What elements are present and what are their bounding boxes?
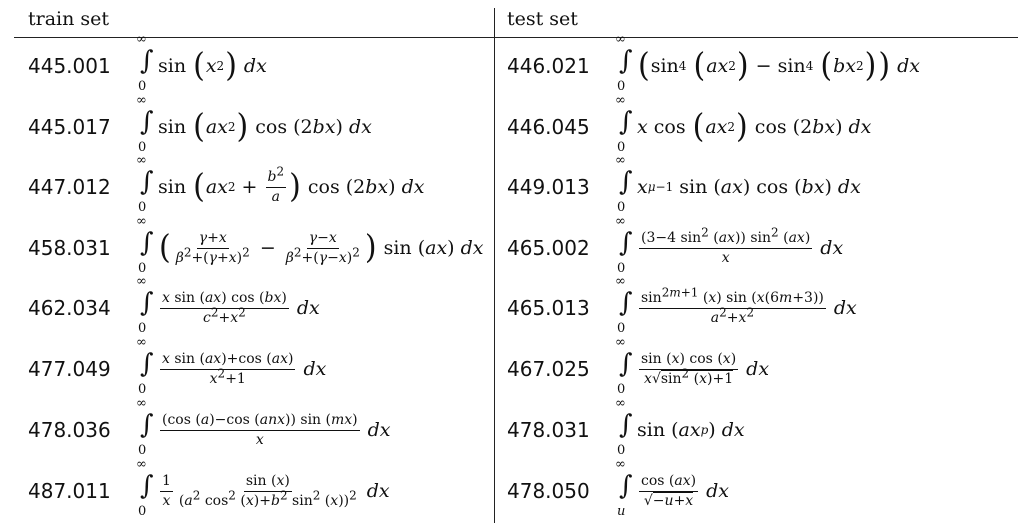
integral-sign: ∞ ∫ 0 <box>136 32 154 94</box>
integral-sign: ∞ ∫ 0 <box>615 274 633 336</box>
train-set-header: train set <box>28 8 110 30</box>
row-id: 446.021 <box>507 54 590 78</box>
integrand: $\frac{\sin^{2m+1} (x) \sin (x(6m+3))}{a^2+x^2}$ dx <box>641 285 857 326</box>
integrand: ( $\frac{\gamma+x}{\beta^2+(\gamma+x)^2}$ − $\frac{\gamma-x}{\beta^2+(\gamma-x)^2}$ ) sin ( ax ) dx <box>159 228 484 267</box>
row-id: 462.034 <box>28 296 111 320</box>
integral-sign: ∞ ∫ 0 <box>136 274 154 336</box>
row-id: 447.012 <box>28 175 111 199</box>
row-id: 458.031 <box>28 236 111 260</box>
train-row <box>28 214 484 278</box>
row-id: 478.031 <box>507 418 590 442</box>
integral-sign: ∞ ∫ 0 <box>615 396 633 458</box>
integrand: $\frac{1}{x}$ $\frac{\sin (x)}{(a^2 \cos^2 (x)+b^2 \sin^2 (x))^2}$ dx <box>162 473 390 509</box>
column-divider <box>494 8 495 523</box>
row-id: 478.050 <box>507 479 590 503</box>
integrand: sin ( ax 2 + $\frac{b^2}{a}$ ) cos (2 bx ) dx <box>158 164 425 206</box>
row-id: 465.002 <box>507 236 590 260</box>
integrand: $\frac{\text{x sin (ax)+cos (ax)}}{x^2+1}$ dx <box>162 351 327 387</box>
row-id: 467.025 <box>507 357 590 381</box>
row-id: 445.017 <box>28 115 111 139</box>
test-row <box>507 153 861 217</box>
row-id: 478.036 <box>28 418 111 442</box>
train-row <box>28 32 267 96</box>
row-id: 477.049 <box>28 357 111 381</box>
train-row <box>28 457 390 521</box>
test-row <box>507 396 745 460</box>
integral-sign: ∞ ∫ 0 <box>136 214 154 276</box>
integral-sign: ∞ ∫ u <box>615 457 633 519</box>
row-id: 446.045 <box>507 115 590 139</box>
test-set-header: test set <box>507 8 578 30</box>
train-row <box>28 396 391 460</box>
integral-sign: ∞ ∫ 0 <box>615 214 633 276</box>
train-row <box>28 335 327 399</box>
integral-sign: ∞ ∫ 0 <box>615 93 633 155</box>
integral-sign: ∞ ∫ 0 <box>615 32 633 94</box>
integrand: x cos ( ax 2 ) cos (2 bx ) dx <box>637 107 872 146</box>
test-row <box>507 214 844 278</box>
integrand: sin ( ax p ) dx <box>637 419 745 441</box>
integrand: ( sin 4 ( ax 2 ) − sin 4 ( bx 2 ) ) dx <box>638 46 920 85</box>
test-row <box>507 457 729 521</box>
integrand: $\frac{\text{x sin (ax) cos (bx)}}{c^2+x^2}$ dx <box>162 290 320 326</box>
test-row <box>507 335 770 399</box>
integrand: $\frac{\sin (x) \cos (x)}{x√\sin^2 (x)+1}$ dx <box>641 351 770 387</box>
integral-sign: ∞ ∫ 0 <box>615 335 633 397</box>
row-id: 449.013 <box>507 175 590 199</box>
train-row <box>28 93 372 157</box>
test-row <box>507 274 857 338</box>
row-id: 445.001 <box>28 54 111 78</box>
integrand: sin ( ax 2 ) cos (2 bx ) dx <box>158 107 372 146</box>
integral-sign: ∞ ∫ 0 <box>136 153 154 215</box>
train-row <box>28 274 320 338</box>
row-id: 465.013 <box>507 296 590 320</box>
integrand: $\frac{\cos (ax)}{√-u+x}$ dx <box>641 473 729 509</box>
integrand: x μ−1 sin ( ax ) cos ( bx ) dx <box>637 176 861 198</box>
test-row <box>507 32 920 96</box>
integral-sign: ∞ ∫ 0 <box>136 396 154 458</box>
test-row <box>507 93 872 157</box>
row-id: 487.011 <box>28 479 111 503</box>
integrand: sin ( x 2 ) dx <box>158 46 267 85</box>
integrand: $\frac{\text{(cos (a)−cos (anx)) sin (mx)}}{x}$ dx <box>162 412 391 448</box>
integral-sign: ∞ ∫ 0 <box>136 457 154 519</box>
integral-sign: ∞ ∫ 0 <box>136 335 154 397</box>
integrand: $\frac{(3-4 \sin^2 (ax)) \sin^2 (ax)}{x}$ dx <box>641 225 844 266</box>
integral-sign: ∞ ∫ 0 <box>136 93 154 155</box>
train-row <box>28 153 425 217</box>
integral-sign: ∞ ∫ 0 <box>615 153 633 215</box>
